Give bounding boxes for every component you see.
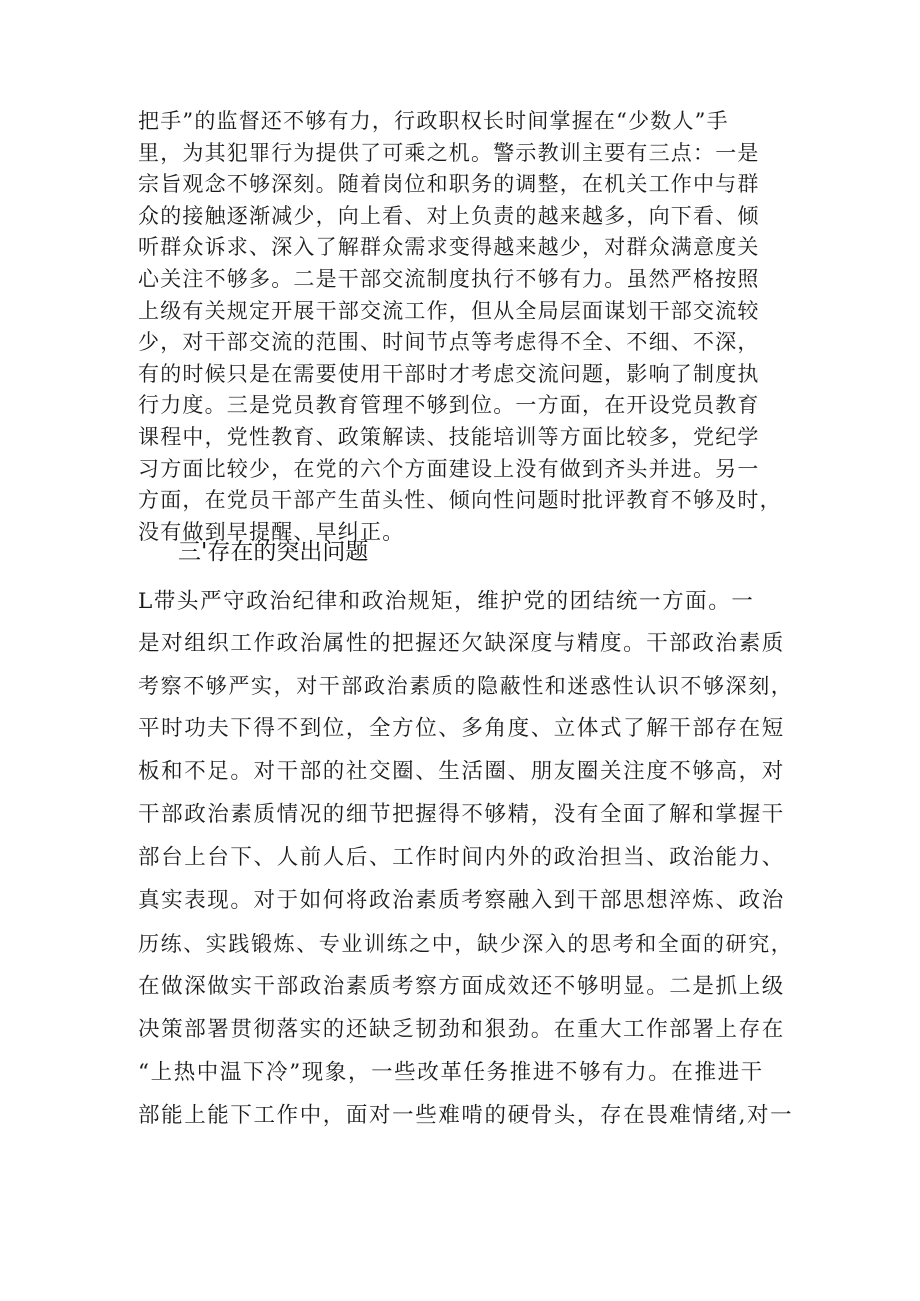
paragraph-line: 课程中，党性教育、政策解读、技能培训等方面比较多，党纪学 (138, 425, 760, 449)
paragraph-line: 历练、实践锻炼、专业训练之中，缺少深入的思考和全面的研究， (138, 932, 794, 956)
paragraph-line: 部台上台下、人前人后、工作时间内外的政治担当、政治能力、 (138, 845, 785, 870)
paragraph-line: 部能上能下工作中，面对一些难啃的硬骨头，存在畏难情绪,对一 (138, 1103, 794, 1128)
paragraph-line: 众的接触逐渐减少，向上看、对上负责的越来越多，向下看、倾 (138, 204, 760, 228)
paragraph-line: 有的时候只是在需要使用干部时才考虑交流问题，影响了制度执 (138, 362, 760, 386)
paragraph-line: 干部政治素质情况的细节把握得不够精，没有全面了解和掌握干 (138, 802, 785, 827)
paragraph-line: 上级有关规定开展干部交流工作，但从全局层面谋划干部交流较 (138, 299, 760, 323)
paragraph-line: 板和不足。对干部的社交圈、生活圈、朋友圈关注度不够高，对 (138, 759, 785, 784)
paragraph-line: 宗旨观念不够深刻。随着岗位和职务的调整，在机关工作中与群 (138, 172, 760, 196)
paragraph-line: 在做深做实干部政治素质考察方面成效还不够明显。二是抓上级 (138, 974, 785, 999)
section-heading: 三'存在的突出问题 (178, 539, 369, 565)
paragraph-line: 习方面比较少，在党的六个方面建设上没有做到齐头并进。另一 (138, 457, 760, 481)
paragraph-line: 方面，在党员干部产生苗头性、倾向性问题时批评教育不够及时， (138, 488, 782, 512)
paragraph-line: 听群众诉求、深入了解群众需求变得越来越少，对群众满意度关 (138, 235, 760, 259)
paragraph-line: 少，对干部交流的范围、时间节点等考虑得不全、不细、不深， (138, 330, 760, 354)
paragraph-line: 决策部署贯彻落实的还缺乏韧劲和狠劲。在重大工作部署上存在 (138, 1017, 785, 1042)
paragraph-line: 平时功夫下得不到位，全方位、多角度、立体式了解干部存在短 (138, 716, 785, 741)
paragraph-line: 真实表现。对于如何将政治素质考察融入到干部思想淬炼、政治 (138, 888, 785, 913)
paragraph-line: 心关注不够多。二是干部交流制度执行不够有力。虽然严格按照 (138, 267, 760, 291)
paragraph-line: L带头严守政治纪律和政治规矩，维护党的团结统一方面。一 (138, 589, 755, 614)
paragraph-line: “上热中温下冷”现象，一些改革任务推进不够有力。在推进干 (138, 1060, 764, 1085)
paragraph-line: 是对组织工作政治属性的把握还欠缺深度与精度。干部政治素质 (138, 631, 785, 656)
paragraph-line: 里，为其犯罪行为提供了可乘之机。警示教训主要有三点：一是 (138, 141, 760, 165)
paragraph-line: 考察不够严实，对干部政治素质的隐蔽性和迷惑性认识不够深刻， (138, 674, 794, 698)
paragraph-line: 把手”的监督还不够有力，行政职权长时间掌握在“少数人”手 (138, 109, 729, 133)
paragraph-line: 行力度。三是党员教育管理不够到位。一方面，在开设党员教育 (138, 393, 760, 417)
paragraph-line-last: 没有做到早提醒、早纠正。 (138, 520, 405, 544)
